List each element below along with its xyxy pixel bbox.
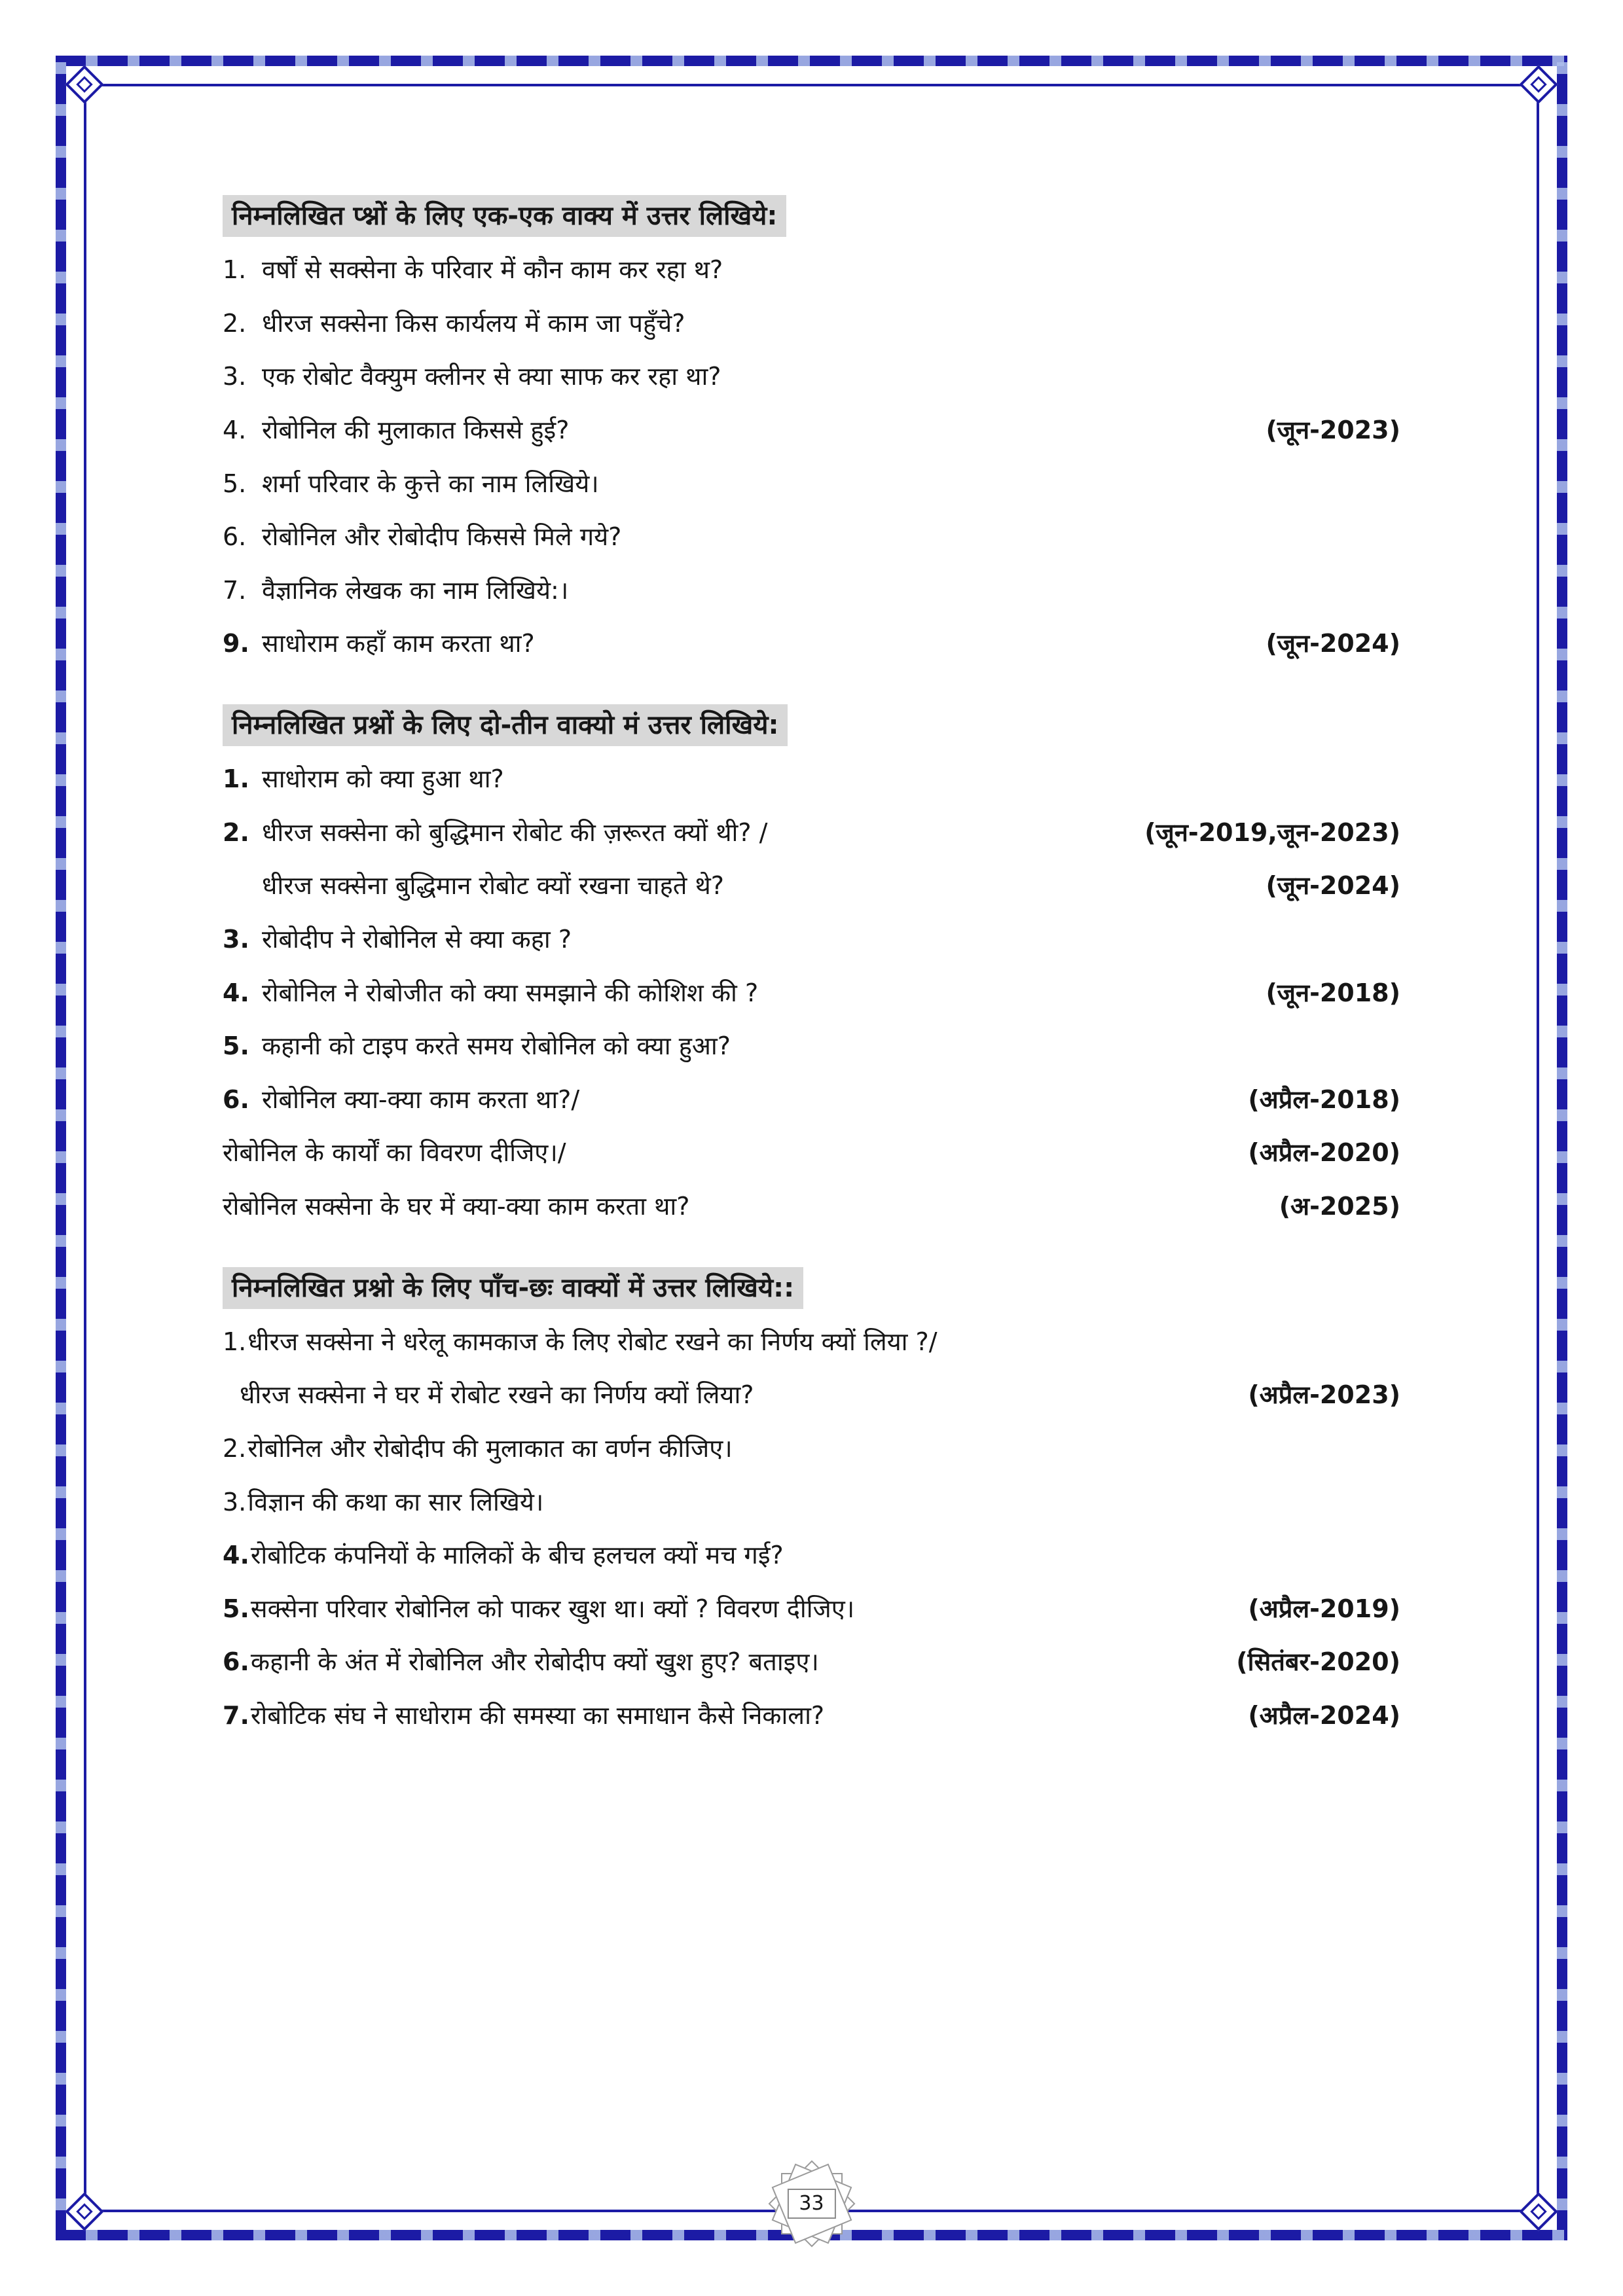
question-row: [223, 414, 1400, 446]
exam-date: (सितंबर-2020): [1236, 1647, 1400, 1677]
question-row: [223, 1084, 1400, 1116]
question-row: [223, 308, 1400, 340]
corner-ornament-bottom-right: [1519, 2192, 1558, 2231]
question-text: धीरज सक्सेना बुद्धिमान रोबोट क्यों रखना चाहते थे?: [262, 871, 724, 901]
corner-ornament-top-left: [65, 65, 103, 103]
question-text: कहानी के अंत में रोबोनिल और रोबोदीप क्यों खुश हुए? बताइए।: [250, 1647, 819, 1677]
question-number: 5.: [223, 1594, 249, 1623]
question-text: रोबोनिल और रोबोदीप की मुलाकात का वर्णन कीजिए।: [247, 1433, 733, 1463]
question-number: 1.: [223, 764, 249, 793]
question-number: 4.: [223, 415, 247, 444]
question-number: 2.: [223, 308, 247, 338]
question-text: रोबोटिक संघ ने साधोराम की समस्या का समाधान कैसे निकाला?: [250, 1701, 825, 1730]
question-row-alternate: [223, 1191, 1400, 1223]
border-pattern-left: [56, 56, 66, 2240]
question-number: 3.: [223, 924, 249, 954]
question-row: [223, 977, 1400, 1009]
border-pattern-top: [56, 56, 1567, 66]
question-number: 2.: [223, 817, 249, 847]
section-heading: निम्नलिखित प्रश्नो के लिए पाँच-छः वाक्यों में उत्तर लिखिये::: [223, 1267, 803, 1309]
question-number: 5.: [223, 469, 247, 498]
exam-date: (जून-2018): [1266, 978, 1400, 1007]
exam-date: (जून-2024): [1266, 871, 1400, 901]
question-text: धीरज सक्सेना किस कार्यलय में काम जा पहुँचे?: [262, 308, 685, 338]
question-row-continuation: [223, 1379, 1400, 1411]
corner-ornament-bottom-left: [65, 2192, 103, 2231]
question-text: वैज्ञानिक लेखक का नाम लिखिये:।: [262, 575, 569, 605]
section-one-sentence-questions: [223, 195, 1400, 660]
exam-date: (जून-2019,जून-2023): [1144, 817, 1400, 847]
question-row: [223, 924, 1400, 956]
question-number: 6.: [223, 1647, 249, 1677]
question-text: धीरज सक्सेना ने धरेलू कामकाज के लिए रोबोट रखने का निर्णय क्यों लिया ?/: [247, 1327, 938, 1356]
question-row: [223, 575, 1400, 607]
question-number: 3.: [223, 1487, 247, 1516]
question-text: विज्ञान की कथा का सार लिखिये।: [247, 1487, 544, 1516]
question-row: [223, 1030, 1400, 1062]
question-text: एक रोबोट वैक्युम क्लीनर से क्या साफ कर रहा था?: [262, 362, 721, 391]
question-number: 4.: [223, 978, 249, 1007]
question-number: 3.: [223, 362, 247, 391]
exam-date: (अ-2025): [1279, 1192, 1400, 1221]
question-text: साधोराम कहाँ काम करता था?: [262, 629, 535, 658]
question-text: रोबोदीप ने रोबोनिल से क्या कहा ?: [262, 924, 572, 954]
question-number: 4.: [223, 1541, 249, 1570]
question-text: रोबोनिल की मुलाकात किससे हुई?: [262, 415, 570, 444]
question-row: [223, 628, 1400, 660]
question-text: सक्सेना परिवार रोबोनिल को पाकर खुश था। क्यों ? विवरण दीजिए।: [250, 1594, 855, 1623]
exam-date: (अप्रैल-2024): [1248, 1701, 1400, 1730]
exam-date: (जून-2024): [1266, 629, 1400, 658]
question-text: धीरज सक्सेना को बुद्धिमान रोबोट की ज़रूरत क्यों थी? /: [262, 817, 768, 847]
corner-ornament-top-right: [1519, 65, 1558, 103]
question-row: [223, 1433, 1400, 1465]
section-heading: निम्नलिखित प्रश्नों के लिए दो-तीन वाक्यो मं उत्तर लिखिये:: [223, 704, 788, 746]
exam-date: (अप्रैल-2023): [1248, 1380, 1400, 1410]
question-text: वर्षों से सक्सेना के परिवार में कौन काम कर रहा थ?: [262, 255, 723, 284]
question-row: [223, 1593, 1400, 1625]
section-heading: निम्नलिखित प्श्नों के लिए एक-एक वाक्य में उत्तर लिखिये:: [223, 195, 786, 237]
question-row: [223, 1539, 1400, 1571]
question-row: [223, 817, 1400, 849]
question-text: रोबोनिल और रोबोदीप किससे मिले गये?: [262, 522, 622, 552]
question-text: रोबोनिल के कार्यों का विवरण दीजिए।/: [223, 1138, 566, 1168]
exam-date: (अप्रैल-2020): [1248, 1138, 1400, 1168]
question-text: साधोराम को क्या हुआ था?: [262, 764, 504, 793]
question-row: [223, 1646, 1400, 1678]
question-number: 5.: [223, 1031, 249, 1061]
exam-date: (अप्रैल-2019): [1248, 1594, 1400, 1623]
question-row: [223, 468, 1400, 500]
question-row: [223, 1486, 1400, 1518]
question-row-continuation: [223, 870, 1400, 902]
question-text: शर्मा परिवार के कुत्ते का नाम लिखिये।: [262, 469, 599, 498]
exam-date: (जून-2023): [1266, 415, 1400, 444]
question-text: धीरज सक्सेना ने घर में रोबोट रखने का निर्णय क्यों लिया?: [240, 1380, 754, 1410]
question-number: 7.: [223, 1701, 249, 1730]
question-text: कहानी को टाइप करते समय रोबोनिल को क्या हुआ?: [262, 1031, 731, 1061]
page-content: [223, 195, 1400, 1776]
border-pattern-right: [1557, 56, 1567, 2240]
question-row: [223, 361, 1400, 393]
exam-date: (अप्रैल-2018): [1248, 1085, 1400, 1114]
question-number: 7.: [223, 575, 247, 605]
question-number: 1.: [223, 1327, 247, 1356]
question-row: [223, 763, 1400, 795]
question-number: 6.: [223, 522, 247, 552]
page-number: 33: [787, 2189, 835, 2219]
question-row-alternate: [223, 1137, 1400, 1169]
question-text: रोबोनिल ने रोबोजीत को क्या समझाने की कोशिश की ?: [262, 978, 759, 1007]
question-number: 2.: [223, 1433, 247, 1463]
question-text: रोबोनिल सक्सेना के घर में क्या-क्या काम करता था?: [223, 1192, 690, 1221]
section-two-three-sentence-questions: [223, 704, 1400, 1223]
question-number: 6.: [223, 1085, 249, 1114]
question-text: रोबोटिक कंपनियों के मालिकों के बीच हलचल क्यों मच गई?: [250, 1541, 784, 1570]
question-row: [223, 254, 1400, 286]
question-row: [223, 1326, 1400, 1358]
question-row: [223, 521, 1400, 553]
question-row: [223, 1700, 1400, 1732]
page-number-badge: [773, 2165, 850, 2242]
question-number: 9.: [223, 629, 249, 658]
question-text: रोबोनिल क्या-क्या काम करता था?/: [262, 1085, 580, 1114]
section-five-six-sentence-questions: [223, 1267, 1400, 1732]
question-number: 1.: [223, 255, 247, 284]
